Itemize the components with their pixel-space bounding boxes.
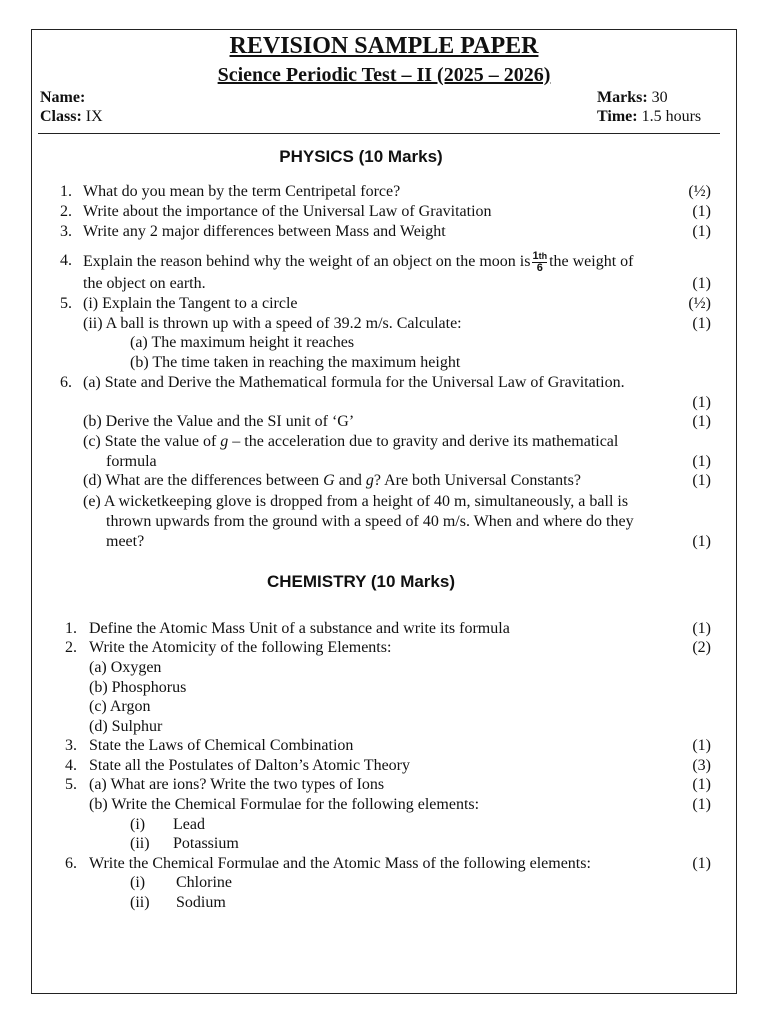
chemistry-q5-a-marks: (1) [692,776,711,793]
chemistry-q5-b-marks: (1) [692,796,711,813]
chemistry-q2-text: Write the Atomicity of the following Elements: [89,639,392,656]
physics-q5-b: (b) The time taken in reaching the maximum height [130,354,461,371]
chemistry-q3-text: State the Laws of Chemical Combination [89,737,354,754]
chemistry-q6-text: Write the Chemical Formulae and the Atomic Mass of the following elements: [89,855,591,872]
chemistry-heading: CHEMISTRY (10 Marks) [267,572,455,591]
question-number: 4. [65,757,77,774]
chemistry-q5-b: (b) Write the Chemical Formulae for the following elements: [89,796,480,813]
physics-q6-e-line2: thrown upwards from the ground with a speed of 40 m/s. When and where do they [106,513,634,530]
physics-q1-marks: (½) [688,183,711,200]
physics-q3-marks: (1) [692,223,711,240]
physics-q5-a: (a) The maximum height it reaches [130,334,355,351]
chemistry-q4-marks: (3) [692,757,711,774]
physics-q6-c-text-a: (c) State the value of [83,433,217,450]
paper-title: REVISION SAMPLE PAPER [229,33,539,59]
physics-q6-d [83,471,581,490]
chemistry-q3-marks: (1) [692,737,711,754]
list-number: (i) [130,874,146,891]
physics-q5-ii-marks: (1) [692,315,711,332]
physics-q6-c-line1 [83,432,618,451]
chemistry-q6-marks: (1) [692,855,711,872]
physics-q5-i: (i) Explain the Tangent to a circle [83,295,298,312]
chemistry-q5-potassium: Potassium [173,835,239,852]
time-label: Time: [597,108,638,125]
physics-q4-text-c: the object on earth. [83,275,206,292]
chemistry-q1-text: Define the Atomic Mass Unit of a substance and write its formula [89,620,510,637]
name-field [40,89,85,107]
chemistry-q1-marks: (1) [692,620,711,637]
chemistry-q4-text: State all the Postulates of Dalton’s Atomic Theory [89,757,410,774]
chemistry-q2-d: (d) Sulphur [89,718,163,735]
physics-q6-a: (a) State and Derive the Mathematical formula for the Universal Law of Gravitation. [83,374,625,391]
one-sixth-fraction [532,251,547,274]
chemistry-q2-marks: (2) [692,639,711,656]
physics-q6-d-text-3: ? Are both Universal Constants? [373,472,581,489]
paper-subtitle: Science Periodic Test – II (2025 – 2026) [217,64,551,86]
marks-label: Marks: [597,89,648,106]
physics-q4-text-b: the weight of [549,253,634,271]
time-value: 1.5 hours [641,108,702,125]
name-label: Name: [40,89,86,106]
class-label: Class: [40,108,82,125]
physics-q6-c-marks: (1) [692,453,711,470]
chemistry-q2-c: (c) Argon [89,698,151,715]
symbol-G: G [323,472,335,489]
list-number: (ii) [130,835,150,852]
physics-q4-line1 [83,251,634,274]
marks-value: 30 [651,89,668,106]
physics-q6-b: (b) Derive the Value and the SI unit of ‘G’ [83,413,355,430]
symbol-g: g [365,472,374,489]
chemistry-q2-b: (b) Phosphorus [89,679,187,696]
physics-q5-ii: (ii) A ball is thrown up with a speed of 39.2 m/s. Calculate: [83,315,462,332]
list-number: (ii) [130,894,150,911]
question-number: 6. [65,855,77,872]
physics-q4-marks: (1) [692,275,711,292]
physics-q5-i-marks: (½) [688,295,711,312]
fraction-denominator: 6 [536,262,543,274]
chemistry-q6-chlorine: Chlorine [176,874,232,891]
question-number: 4. [60,252,72,269]
question-number: 1. [60,183,72,200]
physics-q6-c-text-b: – the acceleration due to gravity and derive its mathematical [232,433,619,450]
question-number: 3. [60,223,72,240]
chemistry-q2-a: (a) Oxygen [89,659,162,676]
physics-q6-d-text-1: (d) What are the differences between [83,472,320,489]
chemistry-q5-lead: Lead [173,816,205,833]
class-value: IX [85,108,103,125]
class-field [40,108,103,126]
header-divider [38,133,720,134]
physics-q1 [60,182,72,201]
physics-q2-marks: (1) [692,203,711,220]
question-number: 5. [60,295,72,312]
physics-q6-e-line3: meet? [106,533,145,550]
physics-q2-text: Write about the importance of the Universal Law of Gravitation [83,203,492,220]
physics-q6-a-marks: (1) [692,394,711,411]
question-number: 6. [60,374,72,391]
physics-q6-d-marks: (1) [692,472,711,489]
physics-q6-e-marks: (1) [692,533,711,550]
question-number: 1. [65,620,77,637]
physics-q3-text: Write any 2 major differences between Mass and Weight [83,223,446,240]
list-number: (i) [130,816,146,833]
question-number: 5. [65,776,77,793]
symbol-g: g [220,433,229,450]
physics-q4-text-a: Explain the reason behind why the weight of an object on the moon is [83,253,531,271]
chemistry-q5-a: (a) What are ions? Write the two types of Ions [89,776,385,793]
question-number: 2. [65,639,77,656]
fraction-numerator: 1 [532,250,539,262]
physics-q6-d-text-2: and [338,472,362,489]
chemistry-q6-sodium: Sodium [176,894,226,911]
physics-q6-e-line1: (e) A wicketkeeping glove is dropped from a height of 40 m, simultaneously, a ball is [83,493,629,510]
marks-field [597,89,668,107]
question-number: 2. [60,203,72,220]
time-field [597,108,701,126]
physics-q6-c-line2: formula [106,453,157,470]
physics-q1-text: What do you mean by the term Centripetal force? [83,183,401,200]
physics-heading: PHYSICS (10 Marks) [279,147,443,166]
physics-q6-b-marks: (1) [692,413,711,430]
fraction-suffix: th [538,251,548,261]
question-number: 3. [65,737,77,754]
